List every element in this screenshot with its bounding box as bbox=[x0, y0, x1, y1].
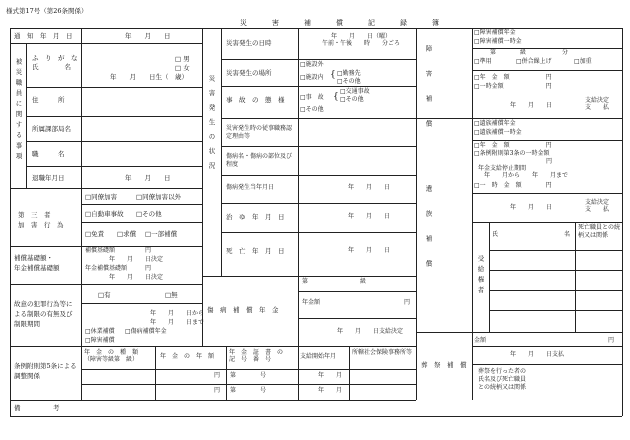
address-label: 住 所 bbox=[32, 96, 65, 104]
male-checkbox[interactable]: □ 男 bbox=[175, 55, 190, 63]
injury-date-value: 年 月 日 bbox=[348, 184, 391, 191]
restriction-from: 年 月 日から bbox=[150, 310, 205, 317]
cure-date-value: 年 月 日 bbox=[348, 213, 391, 220]
adjust-header-office: 所轄社会保険事務所等 bbox=[352, 349, 413, 356]
injury-pension-grade: 級 bbox=[360, 278, 367, 285]
tp-option-peer[interactable]: □同僚加害 bbox=[85, 193, 118, 201]
survivor-annual-amount: □年 金 額 円 bbox=[474, 142, 552, 149]
injury-name-label: 傷病名・傷病の部位及び程度 bbox=[226, 153, 293, 169]
disability-decided-status: 支給決定 支 払 bbox=[585, 97, 610, 111]
place-opt-other[interactable]: □その他 bbox=[337, 78, 361, 85]
tp-option-car[interactable]: □自動車事故 bbox=[85, 210, 124, 218]
restriction-no[interactable]: □無 bbox=[165, 291, 178, 299]
recipient-label: 受給権者 bbox=[476, 255, 485, 297]
restriction-label: 故意の犯罪行為等による制限の有無及び制限期間 bbox=[14, 300, 73, 328]
survivor-comp-label: 遺 族 補 償 bbox=[424, 185, 433, 273]
injury-pension-yen: 円 bbox=[404, 299, 411, 306]
base-salary-line-1: 補償基礎額 円 bbox=[85, 247, 152, 254]
restriction-opt-leave[interactable]: □休業補償 bbox=[85, 328, 115, 335]
adjust-row1-yen: 円 bbox=[214, 372, 221, 379]
injury-pension-grade-label: 第 bbox=[302, 278, 309, 285]
survivor-lump-amount: □一 時 金 額 円 bbox=[474, 182, 552, 189]
recipient-name-header-1: 氏 bbox=[492, 231, 499, 238]
place-opt-inside[interactable]: □施設内 bbox=[300, 74, 324, 81]
tp-option-partial[interactable]: □一部補償 bbox=[145, 230, 178, 238]
disability-opt-apply[interactable]: □準用 bbox=[474, 58, 492, 65]
survivor-stop-period: 年金支給停止期間 年 月から 年 月まで bbox=[478, 165, 569, 179]
tp-option-other[interactable]: □その他 bbox=[136, 210, 162, 218]
retire-date-label: 退職年月日 bbox=[32, 174, 65, 182]
accident-opt-other1[interactable]: □その他 bbox=[340, 96, 364, 103]
disability-comp-label: 障 害 補 償 bbox=[424, 45, 433, 133]
adjust-label: 条例附則第5条による調整関係 bbox=[14, 362, 77, 380]
remarks-label: 備 考 bbox=[14, 404, 60, 412]
survivor-decided-date: 年 月 日 bbox=[510, 204, 553, 211]
notification-date-label: 通 知 年 月 日 bbox=[14, 32, 73, 40]
adjust-row1-start: 年 月 bbox=[318, 372, 343, 379]
form-title: 災 害 補 償 記 録 簿 bbox=[240, 19, 448, 27]
tp-option-nonpeer[interactable]: □同僚加害以外 bbox=[136, 193, 182, 201]
place-brace-icon: { bbox=[330, 70, 336, 80]
restriction-opt-pension[interactable]: □傷病補償年金 bbox=[125, 328, 167, 335]
survivor-supp-lump: □条例附則第3条の一時金額 bbox=[474, 150, 550, 157]
tp-option-exempt[interactable]: □免責 bbox=[85, 230, 105, 238]
department-label: 所属課部局名 bbox=[32, 125, 71, 133]
adjust-header-amount: 年 金 の 年 額 bbox=[160, 353, 215, 360]
funeral-paid-date: 年 月 日支払 bbox=[510, 351, 565, 358]
death-date-label: 死 亡 年 月 日 bbox=[226, 247, 285, 255]
disability-lump-amount: □一時金額 円 bbox=[474, 83, 552, 90]
funeral-comp-label: 葬 祭 補 償 bbox=[421, 361, 467, 369]
position-label: 職 名 bbox=[32, 150, 65, 158]
occurrence-place-label: 災害発生の場所 bbox=[226, 69, 272, 77]
notification-date-value: 年 月 日 bbox=[125, 32, 171, 40]
third-party-label: 第 三 者 加 害 行 為 bbox=[18, 211, 64, 229]
amount-label: 金額 bbox=[474, 337, 487, 344]
disability-annual-amount: □年 金 額 円 bbox=[474, 74, 552, 81]
adjust-row2-cert: 第 号 bbox=[230, 387, 267, 394]
funeral-performer: 葬祭を行った者の 氏名及び死亡職員 との続柄又は関係 bbox=[478, 368, 527, 392]
disability-decided-date: 年 月 日 bbox=[510, 102, 553, 109]
survivor-opt-lump[interactable]: □遺族補償一時金 bbox=[474, 129, 522, 136]
restriction-opt-disability[interactable]: □障害補償 bbox=[85, 337, 115, 344]
disability-grade: 第 級 分 bbox=[490, 49, 569, 56]
adjust-row2-start: 年 月 bbox=[318, 387, 343, 394]
adjust-row1-cert: 第 号 bbox=[230, 372, 267, 379]
base-salary-label: 補償基礎額・ 年金補償基礎額 bbox=[14, 254, 60, 272]
place-opt-outside[interactable]: □施設外 bbox=[300, 61, 324, 68]
adjust-header-cert: 年 金 証 書 の 記 号 番 号 bbox=[229, 349, 284, 363]
occurrence-datetime-label: 災害発生の日時 bbox=[226, 39, 272, 47]
cure-date-label: 治 ゆ 年 月 日 bbox=[226, 213, 285, 221]
restriction-to: 年 月 日まで bbox=[150, 319, 205, 326]
disability-opt-lump[interactable]: □障害補償一時金 bbox=[474, 38, 522, 45]
form-number: 様式第17号（第26条関係） bbox=[6, 7, 88, 15]
place-opt-workplace[interactable]: □勤務先 bbox=[337, 70, 361, 77]
occurrence-datetime-value: 年 月 日（曜） 午前・午後 時 分ごろ bbox=[322, 33, 401, 47]
injury-pension-annual: 年金額 bbox=[302, 299, 321, 306]
restriction-yes[interactable]: □有 bbox=[98, 291, 111, 299]
accident-mode-label: 事 故 の 態 様 bbox=[226, 96, 285, 104]
birthdate-value: 年 月 日生（ 歳） bbox=[110, 73, 188, 81]
disability-opt-aggravation[interactable]: □加重 bbox=[574, 58, 592, 65]
base-salary-line-4: 年 月 日決定 bbox=[85, 274, 164, 281]
accident-opt-traffic[interactable]: □交通事故 bbox=[340, 88, 370, 95]
base-salary-line-2: 年 月 日決定 bbox=[85, 256, 164, 263]
duty-recognition-label: 災害発生時の従事職務認定理由等 bbox=[226, 125, 293, 141]
disability-opt-combined[interactable]: □併合繰上げ bbox=[516, 58, 552, 65]
accident-opt-other2[interactable]: □その他 bbox=[300, 106, 324, 113]
male-box-icon: □ bbox=[175, 55, 182, 63]
circumstances-label: 災害発生の状況 bbox=[207, 75, 216, 177]
recipient-name-header-2: 名 bbox=[564, 231, 571, 238]
injury-pension-decided: 年 月 日支給決定 bbox=[337, 328, 404, 335]
furigana-label: ふ り が な bbox=[32, 54, 78, 62]
recipient-relation-header: 死亡職員との続柄又は関係 bbox=[578, 224, 621, 239]
survivor-decided-status: 支給決定 支 払 bbox=[585, 199, 610, 213]
base-salary-line-3: 年金補償基礎額 円 bbox=[85, 265, 152, 272]
tp-option-claim[interactable]: □求償 bbox=[117, 230, 137, 238]
injury-date-label: 傷病発生当年月日 bbox=[226, 184, 275, 191]
retire-date-value: 年 月 日 bbox=[125, 174, 171, 182]
adjust-header-start: 支給開始年月 bbox=[300, 353, 337, 360]
accident-brace-icon: { bbox=[333, 92, 339, 102]
accident-opt-accident[interactable]: □事 故 bbox=[300, 94, 324, 101]
adjust-row2-yen: 円 bbox=[214, 387, 221, 394]
female-box-icon: □ bbox=[175, 64, 182, 72]
female-checkbox[interactable]: □ 女 bbox=[175, 64, 190, 72]
adjust-header-type: 年 金 の 種 類 （障害等級第 級） bbox=[84, 349, 139, 363]
survivor-supp-yen: 円 bbox=[474, 158, 553, 165]
injury-pension-label: 傷 病 補 償 年 金 bbox=[207, 306, 279, 314]
victim-section-label: 被災職員に関する事項 bbox=[14, 58, 23, 163]
amount-yen: 円 bbox=[608, 337, 615, 344]
disability-opt-pension[interactable]: □障害補償年金 bbox=[474, 29, 516, 36]
death-date-value: 年 月 日 bbox=[348, 247, 391, 254]
name-label: 氏 名 bbox=[32, 63, 71, 71]
survivor-opt-pension[interactable]: □遺族補償年金 bbox=[474, 120, 516, 127]
